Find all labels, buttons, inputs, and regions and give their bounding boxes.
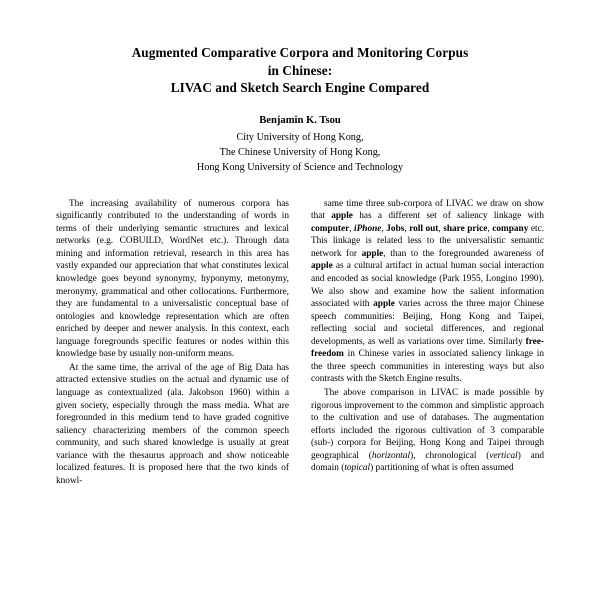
text-run: , bbox=[487, 223, 493, 234]
paragraph: At the same time, the arrival of the age of Big Data has attracted extensive studies on the actual and dynamic use of language as contextualized (ala. Jakobson 1960) within a given society, especially through the mass media. What are foregrounded in this medium tend to have graded cognitive saliency characterizing members of the common speech community, and such shared knowledge is usually at great variance with the thesaurus approach and show noticeable localized features. It is proposed here that the two kinds of knowl- bbox=[56, 362, 289, 486]
text-run: free-freedom bbox=[311, 336, 544, 360]
title-line-3: LIVAC and Sketch Search Engine Compared bbox=[170, 80, 430, 96]
paragraph bbox=[311, 198, 544, 386]
text-run: apple bbox=[331, 211, 353, 222]
text-run: same time three sub-corpora of LIVAC we draw on show that bbox=[311, 198, 544, 222]
paragraph bbox=[311, 387, 544, 475]
text-run: , bbox=[438, 223, 444, 234]
left-column bbox=[56, 198, 289, 488]
text-run: vertical bbox=[489, 450, 518, 461]
text-run: as a cultural artifact in actual human social interaction and encoded as social knowledge (Park 1955, Longino 1990). We also show and examine how the salient information associated with bbox=[311, 261, 544, 310]
text-run: apple bbox=[361, 248, 384, 259]
body-columns bbox=[56, 198, 544, 488]
author-name: Benjamin K. Tsou bbox=[259, 114, 341, 126]
author-affiliations bbox=[56, 131, 544, 175]
paragraph: The increasing availability of numerous corpora has significantly contributed to the understanding of words in terms of their underlying semantic structures and lexical networks (e.g. COBUILD, WordNet etc.). Through data mining and information retrieval, research in this area has vastly expanded our appreciation that what constitutes lexical knowledge goes beyond synonymy, hyponymy, metonymy, meronymy, grammatical and other collocations. Furthermore, they are fundamental to a universalistic conceptual base of ontologies and knowledge representation which are often enriched by deeper and newer analysis. In this context, each language foregrounds specific features or nodes within this knowledge base by usually non-uniform means. bbox=[56, 198, 289, 360]
text-run: computer bbox=[311, 223, 350, 234]
text-run: in Chinese varies in associated saliency linkage in the three speech communities in interesting ways but also contrasts with the Sketch Engine results. bbox=[311, 349, 544, 385]
text-run: share price bbox=[443, 223, 488, 234]
text-run: , than to the foregrounded awareness of bbox=[383, 248, 544, 259]
text-run: iPhone bbox=[354, 223, 382, 234]
title-line-1: Augmented Comparative Corpora and Monitoring Corpus bbox=[131, 45, 469, 60]
text-run: , bbox=[381, 223, 387, 234]
text-run: ) and domain ( bbox=[311, 450, 545, 474]
text-run: company bbox=[492, 223, 529, 234]
affiliation-line-3: Hong Kong University of Science and Technology bbox=[196, 161, 404, 173]
text-run: varies across the three major Chinese speech communities: Beijing, Hong Kong and Taipei, reflecting social and societal differences, and regional developments, as well as variations over time. Similarly bbox=[311, 299, 544, 347]
affiliation-line-2: The Chinese University of Hong Kong, bbox=[219, 147, 381, 159]
text-run: topical bbox=[344, 463, 371, 474]
text-run: The above comparison in LIVAC is made possible by rigorous improvement to the common and simplistic approach to the cultivation and use of databases. The augmentation efforts included the rigorous cultivation of 3 comparable (sub-) corpora for Beijing, Hong Kong and Taipei through geographical ( bbox=[311, 387, 544, 461]
text-run: apple bbox=[373, 299, 395, 310]
affiliation-line-1: City University of Hong Kong, bbox=[236, 132, 364, 144]
text-run: , bbox=[349, 223, 355, 234]
title-line-2: in Chinese: bbox=[267, 62, 333, 78]
text-run: apple bbox=[311, 261, 333, 272]
text-run: has a different set of saliency linkage with bbox=[352, 211, 545, 222]
page-title bbox=[56, 44, 544, 97]
text-run: horizontal bbox=[371, 450, 411, 461]
text-run: ), chronological ( bbox=[410, 450, 490, 461]
text-run: etc. This linkage is related less to the universalistic semantic network for bbox=[311, 223, 545, 259]
text-run: roll out bbox=[409, 223, 439, 234]
text-run: Jobs bbox=[386, 223, 405, 234]
text-run: , bbox=[404, 223, 410, 234]
text-run: ) partitioning of what is often assumed bbox=[370, 463, 514, 474]
right-column bbox=[311, 198, 544, 488]
